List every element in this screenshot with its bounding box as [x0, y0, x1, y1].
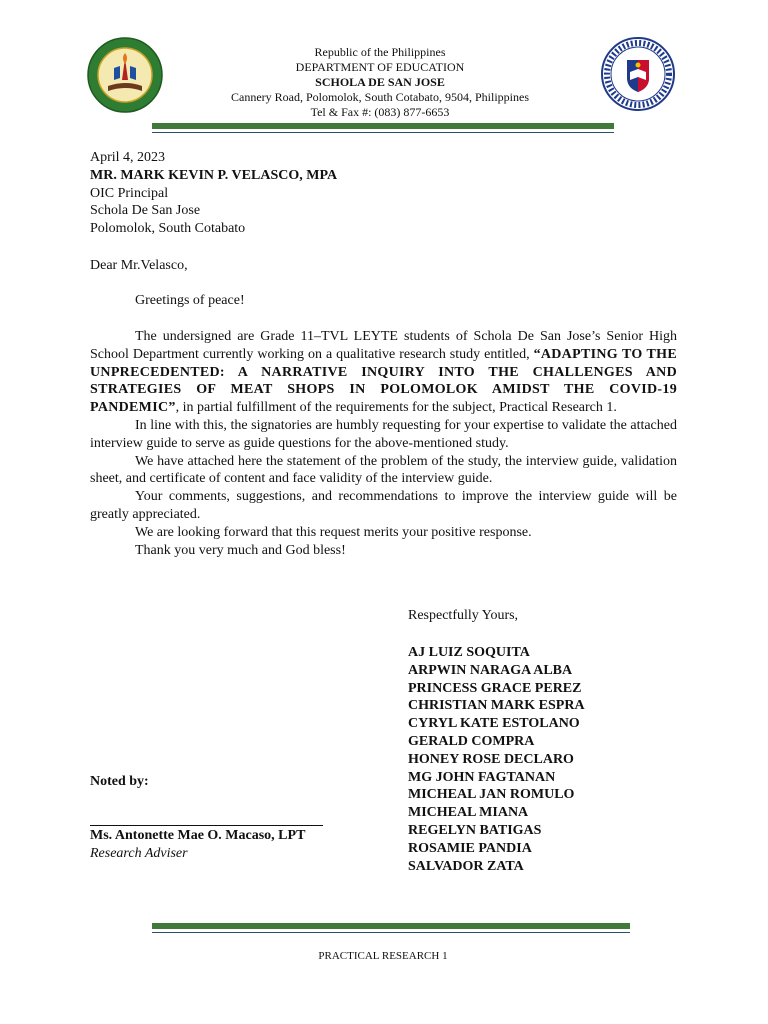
salutation: Dear Mr.Velasco,: [90, 258, 188, 273]
header-department: DEPARTMENT OF EDUCATION: [295, 60, 465, 74]
signatory-name: ROSAMIE PANDIA: [408, 840, 532, 856]
signatory-name: PRINCESS GRACE PEREZ: [408, 680, 582, 696]
recipient-title: OIC Principal: [90, 185, 169, 201]
study-title: “ADAPTING TO THE UNPRECEDENTED: A NARRATIVE INQUIRY INTO THE CHALLENGES AND STRATEGIES OF MEAT SHOPS IN POLOMOLOK AMIDST THE COVID-19 PANDEMIC”: [90, 346, 677, 416]
recipient-organization: Schola De San Jose: [90, 203, 201, 219]
signatory-name: REGELYN BATIGAS: [408, 822, 542, 838]
header-phone: Tel & Fax #: (083) 877-6653: [310, 105, 450, 119]
header-divider-thin: [152, 132, 614, 133]
header-country: Republic of the Philippines: [314, 45, 446, 59]
adviser-role: Research Adviser: [90, 846, 188, 861]
signature-line: [90, 825, 323, 826]
closing-label: Respectfully Yours,: [408, 608, 519, 623]
footer-divider-thick: [152, 923, 630, 929]
signatory-name: MG JOHN FAGTANAN: [408, 769, 556, 785]
letter-body: [90, 328, 677, 559]
paragraph-3: We have attached here the statement of the problem of the study, the interview guide, validation sheet, and certificate of content and face validity of the interview guide.: [90, 453, 677, 487]
paragraph-1-end: , in partial fulfillment of the requirements for the subject, Practical Research 1.: [175, 400, 617, 416]
letter-date: April 4, 2023: [90, 150, 166, 165]
deped-seal-logo: [600, 36, 676, 112]
signatory-name: AJ LUIZ SOQUITA: [408, 645, 530, 660]
footer-text: PRACTICAL RESEARCH 1: [318, 950, 448, 962]
greeting-wrap: [90, 292, 677, 310]
paragraph-4: Your comments, suggestions, and recommendations to improve the interview guide will be greatly appreciated.: [90, 489, 677, 522]
signatory-name: CYRYL KATE ESTOLANO: [408, 716, 580, 732]
recipient-name: MR. MARK KEVIN P. VELASCO, MPA: [90, 167, 338, 183]
signatory-list: [408, 644, 585, 875]
paragraph-6: Thank you very much and God bless!: [135, 542, 346, 558]
greeting: Greetings of peace!: [135, 293, 245, 308]
letterhead: [180, 45, 580, 120]
signatory-name: ARPWIN NARAGA ALBA: [408, 662, 573, 678]
signatory-name: MICHEAL JAN ROMULO: [408, 787, 575, 803]
header-school-name: SCHOLA DE SAN JOSE: [315, 75, 445, 89]
signatory-name: CHRISTIAN MARK ESPRA: [408, 698, 585, 714]
signatory-name: HONEY ROSE DECLARO: [408, 751, 574, 767]
paragraph-2: In line with this, the signatories are humbly requesting for your expertise to validate the attached interview guide to serve as guide questions for the above-mentioned study.: [90, 417, 677, 451]
signatory-name: MICHEAL MIANA: [408, 805, 529, 821]
paragraph-1: [90, 328, 677, 417]
header-divider-thick: [152, 123, 614, 129]
school-seal-logo: [86, 36, 164, 114]
adviser-name: Ms. Antonette Mae O. Macaso, LPT: [90, 828, 306, 843]
address-block: [90, 149, 677, 238]
noted-by-label: Noted by:: [90, 774, 149, 789]
signatory-name: GERALD COMPRA: [408, 733, 535, 749]
recipient-location: Polomolok, South Cotabato: [90, 221, 246, 237]
footer-divider-thin: [152, 932, 630, 933]
signatory-name: SALVADOR ZATA: [408, 858, 524, 874]
paragraph-1-intro: The undersigned are Grade 11–TVL LEYTE students of Schola De San Jose’s Senior High School Department currently working on a qualitative research study entitled,: [90, 329, 677, 362]
paragraph-5: We are looking forward that this request merits your positive response.: [135, 524, 532, 540]
header-address: Cannery Road, Polomolok, South Cotabato, 9504, Philippines: [231, 90, 529, 104]
